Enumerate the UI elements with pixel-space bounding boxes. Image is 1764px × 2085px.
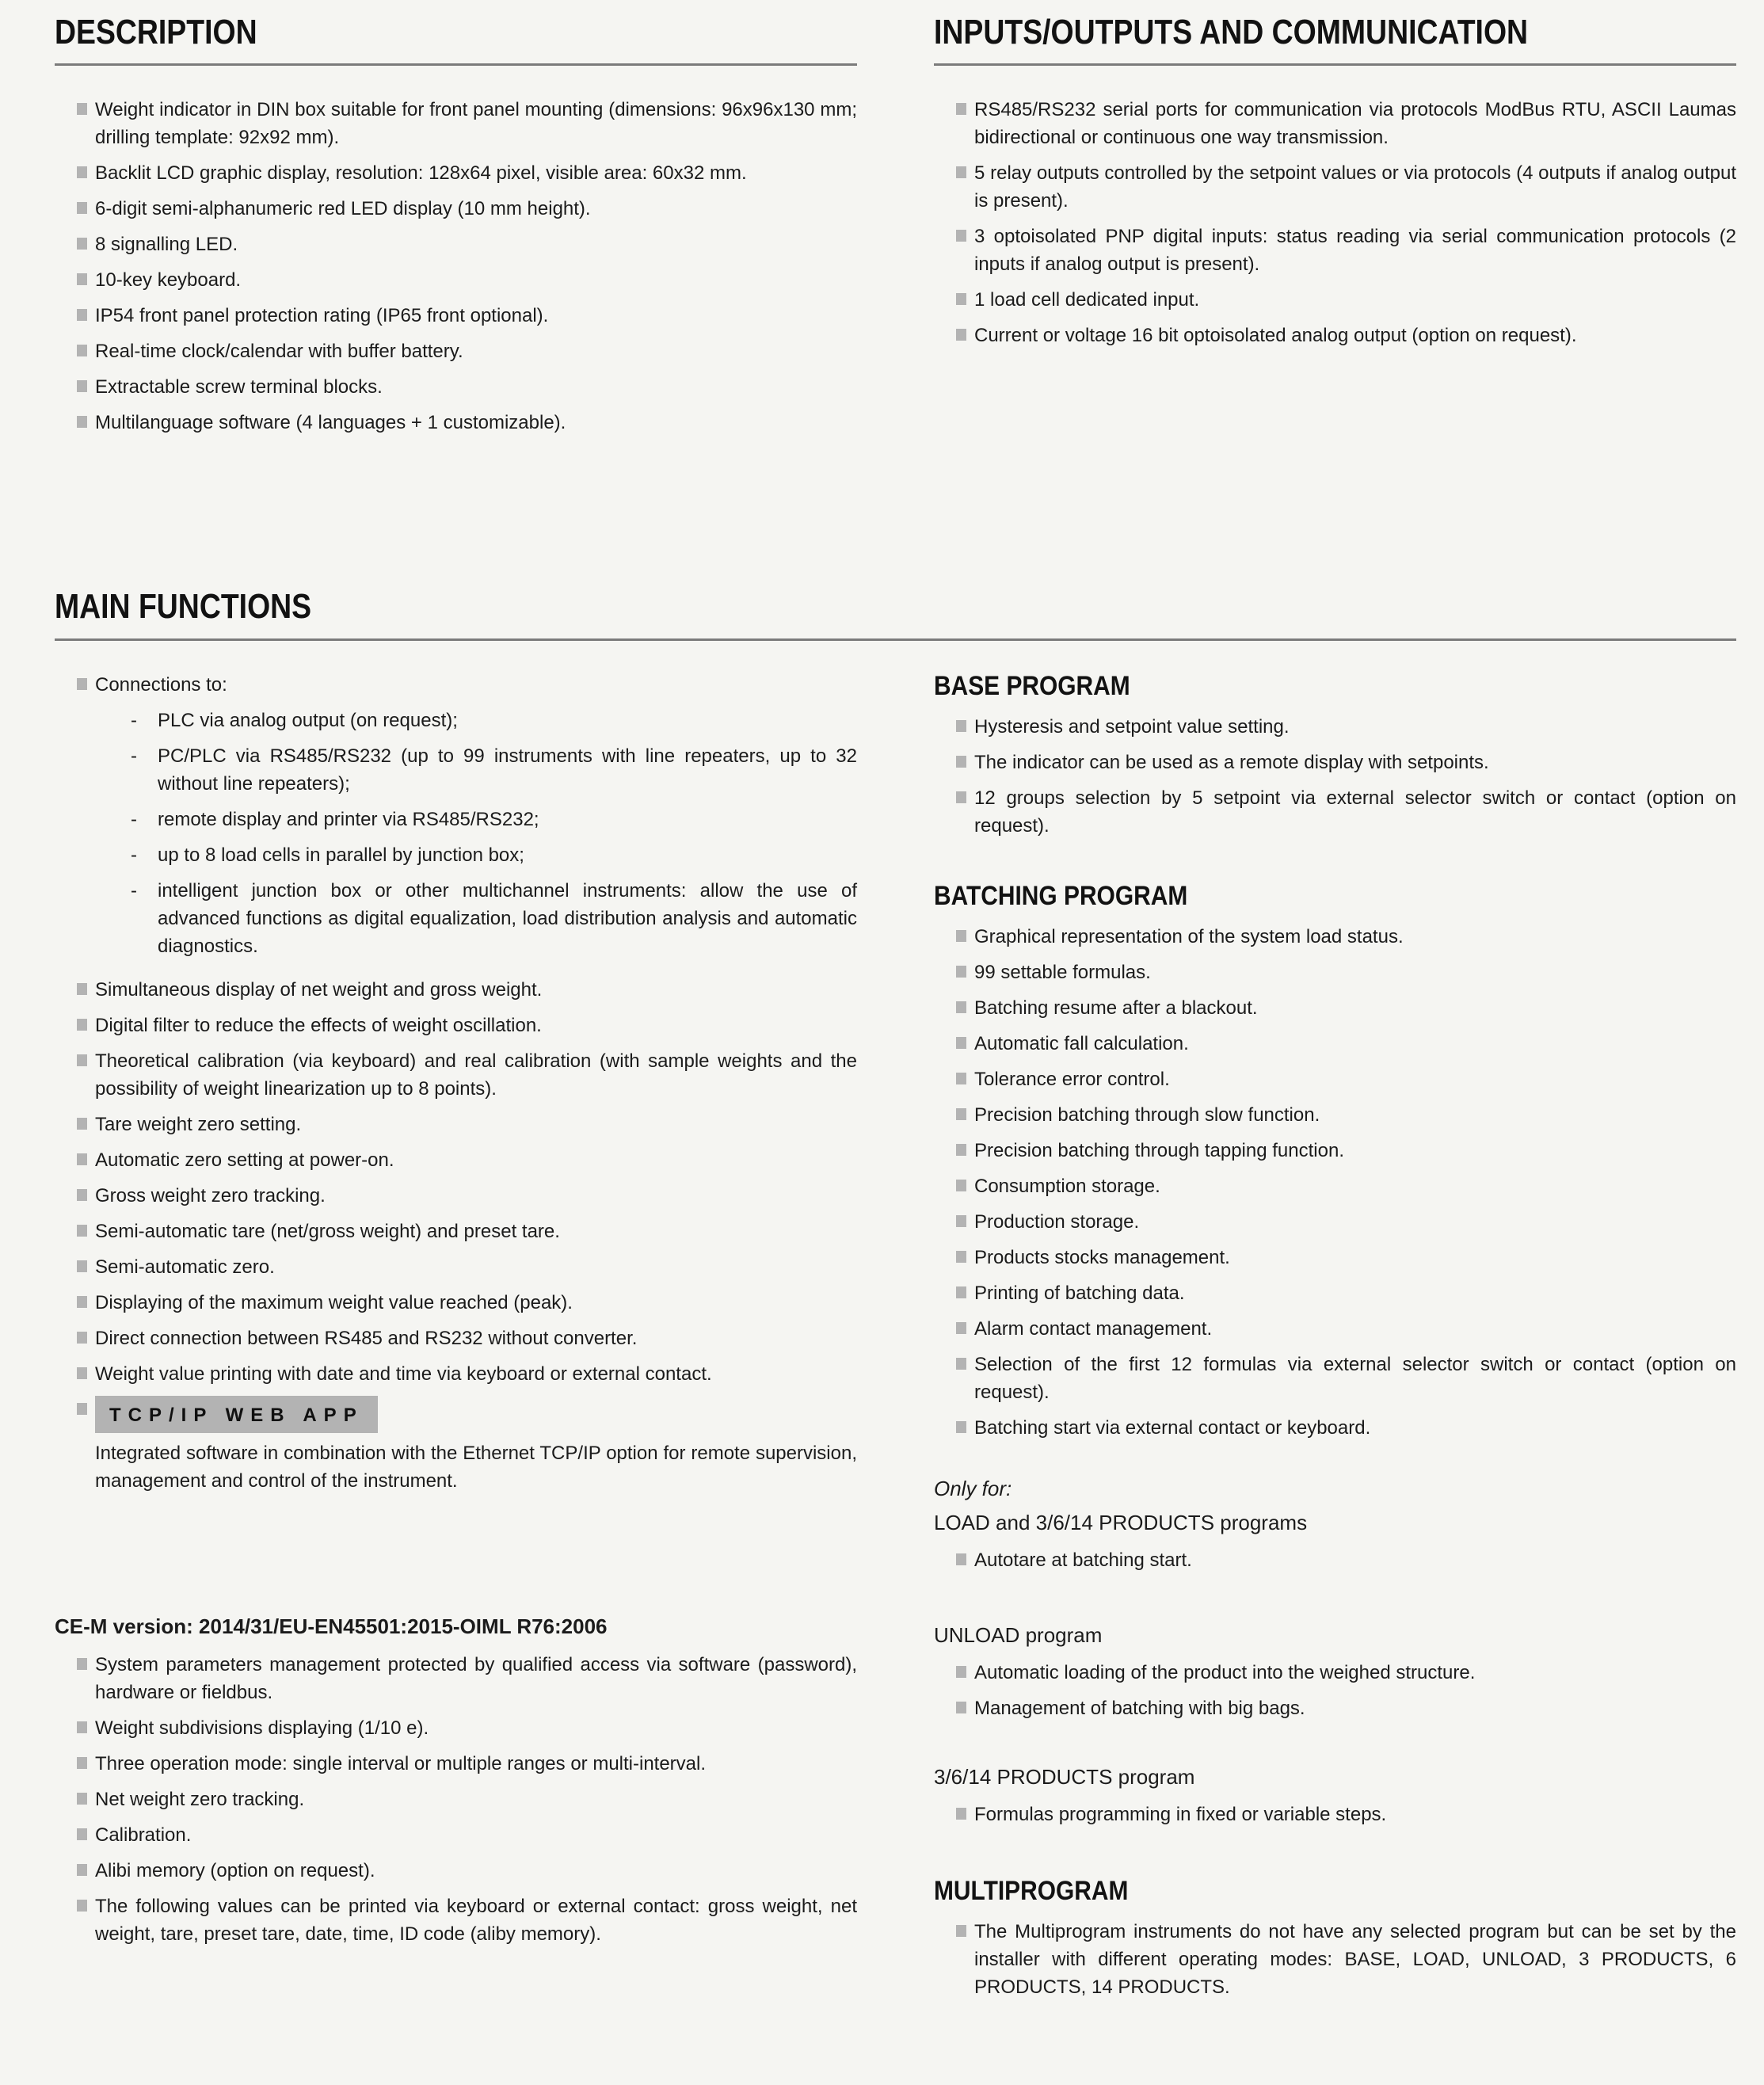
only-for-label: Only for:	[934, 1476, 1012, 1500]
bullet-square-icon	[77, 1367, 87, 1379]
bullet-square-icon	[77, 202, 87, 214]
main-functions-right-column	[934, 671, 1736, 2009]
list-item-text: Graphical representation of the system load status.	[974, 925, 1404, 947]
list-item	[55, 1821, 857, 1849]
bullet-square-icon	[77, 1332, 87, 1344]
bullet-square-icon	[956, 329, 966, 341]
list-item	[934, 1208, 1736, 1236]
list-item-text: Management of batching with big bags.	[974, 1697, 1305, 1719]
section-io	[934, 13, 1736, 357]
bullet-square-icon	[956, 966, 966, 978]
bullet-square-icon	[77, 273, 87, 285]
list-item-text: Theoretical calibration (via keyboard) and real calibration (with sample weights and the possibility of weight linearization up to 8 points).	[95, 1050, 857, 1100]
list-item	[55, 1360, 857, 1388]
cem-version-title: CE-M version: 2014/31/EU-EN45501:2015-OIML R76:2006	[55, 1614, 608, 1638]
bullet-square-icon	[77, 1900, 87, 1912]
main-functions-left-column	[55, 671, 857, 1957]
bullet-square-icon	[77, 1054, 87, 1066]
products-program-title: 3/6/14 PRODUCTS program	[934, 1764, 1195, 1789]
bullet-square-icon	[956, 791, 966, 803]
bullet-square-icon	[77, 1225, 87, 1237]
connections-subitem: - PC/PLC via RS485/RS232 (up to 99 instruments with line repeaters, up to 32 without line repeaters);	[131, 742, 857, 798]
list-item	[55, 976, 857, 1004]
base-program-title: BASE PROGRAM	[934, 670, 1130, 701]
section-main-functions	[55, 587, 1736, 640]
list-item	[934, 1414, 1736, 1442]
bullet-square-icon	[77, 416, 87, 428]
list-item	[934, 1065, 1736, 1093]
list-item-text: Direct connection between RS485 and RS232 without converter.	[95, 1327, 638, 1349]
bullet-square-icon	[956, 1666, 966, 1678]
bullet-square-icon	[77, 983, 87, 995]
list-item-text: Automatic loading of the product into the weighed structure.	[974, 1661, 1476, 1683]
list-item-text: Precision batching through slow function.	[974, 1103, 1320, 1126]
bullet-square-icon	[77, 1153, 87, 1165]
list-item-text: Extractable screw terminal blocks.	[95, 376, 383, 398]
list-item	[55, 337, 857, 365]
connections-lead-text: Connections to:	[95, 673, 227, 696]
list-item-text: Batching start via external contact or keyboard.	[974, 1416, 1371, 1439]
list-item	[934, 1137, 1736, 1164]
bullet-square-icon	[77, 380, 87, 392]
list-item	[55, 96, 857, 151]
list-item	[55, 1750, 857, 1778]
bullet-square-icon	[956, 1073, 966, 1084]
list-item	[55, 159, 857, 187]
list-item-text: Alarm contact management.	[974, 1317, 1213, 1340]
list-item	[934, 223, 1736, 278]
multiprogram-list	[934, 1918, 1736, 2001]
bullet-square-icon	[77, 1793, 87, 1805]
list-item-text: 99 settable formulas.	[974, 961, 1151, 983]
main-left-list	[55, 976, 857, 1388]
list-item	[934, 713, 1736, 741]
list-item	[55, 1012, 857, 1039]
list-item-text: The indicator can be used as a remote display with setpoints.	[974, 751, 1489, 773]
list-item	[55, 1857, 857, 1885]
multiprogram-title: MULTIPROGRAM	[934, 1875, 1129, 1906]
unload-program-list	[934, 1659, 1736, 1722]
list-item	[934, 322, 1736, 349]
batching-program-list	[934, 923, 1736, 1442]
top-sections	[55, 13, 1736, 444]
list-item-text: Simultaneous display of net weight and gross weight.	[95, 978, 543, 1001]
list-item	[934, 1546, 1736, 1574]
list-item-text: 6-digit semi-alphanumeric red LED display (10 mm height).	[95, 198, 591, 220]
bullet-square-icon	[956, 166, 966, 178]
bullet-square-icon	[956, 1925, 966, 1937]
list-item	[934, 159, 1736, 215]
section-description	[55, 13, 857, 444]
list-item	[55, 1182, 857, 1210]
bullet-square-icon	[77, 1757, 87, 1769]
list-item	[55, 1218, 857, 1245]
io-list	[934, 96, 1736, 349]
list-item-text: 3 optoisolated PNP digital inputs: status reading via serial communication protocols (2 inputs if analog output is present).	[974, 226, 1736, 276]
bullet-square-icon	[956, 1808, 966, 1820]
list-item-text: Selection of the first 12 formulas via external selector switch or contact (option on request).	[974, 1353, 1736, 1403]
bullet-square-icon	[77, 1118, 87, 1130]
connections-subitem: - intelligent junction box or other multichannel instruments: allow the use of advanced functions as digital equalization, load distribution analysis and automatic diagnostics.	[131, 877, 857, 960]
list-item	[934, 923, 1736, 951]
list-item-text: Consumption storage.	[974, 1175, 1160, 1197]
bullet-square-icon	[956, 1251, 966, 1263]
tcpip-web-app-item	[55, 1396, 857, 1495]
bullet-square-icon	[956, 1702, 966, 1713]
bullet-square-icon	[77, 166, 87, 178]
section-divider	[55, 638, 1736, 641]
bullet-square-icon	[956, 1553, 966, 1565]
list-item-text: Autotare at batching start.	[974, 1549, 1192, 1571]
list-item	[934, 1279, 1736, 1307]
bullet-square-icon	[77, 1721, 87, 1733]
list-item-text: 5 relay outputs controlled by the setpoint values or via protocols (4 outputs if analog output is present).	[974, 162, 1736, 212]
list-item-text: Multilanguage software (4 languages + 1 customizable).	[95, 412, 566, 434]
list-item-text: Alibi memory (option on request).	[95, 1860, 375, 1882]
list-item-text: Automatic zero setting at power-on.	[95, 1149, 394, 1171]
list-item	[55, 1289, 857, 1317]
list-item	[55, 1253, 857, 1281]
bullet-square-icon	[956, 1001, 966, 1013]
bullet-square-icon	[77, 1260, 87, 1272]
bullet-square-icon	[956, 293, 966, 305]
list-item	[934, 1030, 1736, 1058]
list-item-text: Weight indicator in DIN box suitable for front panel mounting (dimensions: 96x96x130 mm; drilling template: 92x92 mm).	[95, 99, 857, 149]
section-divider	[55, 63, 857, 66]
list-item-text: Displaying of the maximum weight value reached (peak).	[95, 1291, 573, 1313]
list-item	[934, 1801, 1736, 1828]
list-item	[934, 1694, 1736, 1722]
list-item-text: Gross weight zero tracking.	[95, 1184, 326, 1206]
list-item-text: Batching resume after a blackout.	[974, 997, 1258, 1019]
connections-sublist	[95, 707, 857, 960]
bullet-square-icon	[77, 678, 87, 690]
bullet-square-icon	[77, 1296, 87, 1308]
list-item-text: Current or voltage 16 bit optoisolated analog output (option on request).	[974, 325, 1577, 347]
list-item	[934, 1351, 1736, 1406]
list-item	[55, 1714, 857, 1742]
list-item-text: 12 groups selection by 5 setpoint via external selector switch or contact (option on request).	[974, 787, 1736, 837]
list-item-text: 8 signalling LED.	[95, 234, 238, 256]
list-item-text: Semi-automatic tare (net/gross weight) and preset tare.	[95, 1220, 560, 1242]
connections-subitem: - up to 8 load cells in parallel by junction box;	[131, 841, 857, 869]
bullet-square-icon	[956, 1144, 966, 1156]
bullet-square-icon	[956, 230, 966, 242]
base-program-list	[934, 713, 1736, 840]
list-item	[55, 1111, 857, 1138]
list-item	[934, 286, 1736, 314]
tcpip-web-app-block	[95, 1396, 857, 1495]
list-item	[934, 1244, 1736, 1271]
bullet-square-icon	[956, 720, 966, 732]
list-item	[934, 959, 1736, 986]
list-item	[55, 266, 857, 294]
list-item-text: Weight subdivisions displaying (1/10 e).	[95, 1717, 429, 1740]
list-item-text: Formulas programming in fixed or variable steps.	[974, 1803, 1387, 1825]
list-item	[934, 1315, 1736, 1343]
list-item-text: RS485/RS232 serial ports for communication via protocols ModBus RTU, ASCII Laumas bidirectional or continuous one way transmission.	[974, 99, 1736, 149]
bullet-square-icon	[956, 1286, 966, 1298]
list-item-text: The following values can be printed via keyboard or external contact: gross weight, net weight, tare, preset tare, date, time, ID code (aliby memory).	[95, 1896, 857, 1946]
list-item	[55, 302, 857, 330]
bullet-square-icon	[77, 1828, 87, 1840]
list-item	[934, 1101, 1736, 1129]
products-program-list	[934, 1801, 1736, 1828]
bullet-square-icon	[956, 1180, 966, 1191]
list-item-text: Precision batching through tapping function.	[974, 1139, 1344, 1161]
bullet-square-icon	[77, 103, 87, 115]
connections-item	[55, 671, 857, 968]
list-item	[55, 1047, 857, 1103]
bullet-square-icon	[77, 1189, 87, 1201]
list-item	[934, 96, 1736, 151]
list-item-text: Tolerance error control.	[974, 1068, 1170, 1090]
list-item	[55, 1325, 857, 1352]
cem-list	[55, 1651, 857, 1948]
list-item-text: Real-time clock/calendar with buffer battery.	[95, 341, 463, 363]
bullet-square-icon	[77, 1403, 87, 1415]
bullet-square-icon	[956, 103, 966, 115]
connections-subitem: - remote display and printer via RS485/RS232;	[131, 806, 857, 833]
batching-program-title: BATCHING PROGRAM	[934, 880, 1188, 911]
list-item-text: Digital filter to reduce the effects of weight oscillation.	[95, 1014, 542, 1036]
bullet-square-icon	[77, 1019, 87, 1031]
list-item-text: Three operation mode: single interval or multiple ranges or multi-interval.	[95, 1753, 707, 1775]
list-item-text: Printing of batching data.	[974, 1282, 1185, 1304]
bullet-square-icon	[77, 345, 87, 356]
bullet-square-icon	[77, 1658, 87, 1670]
list-item-text: Net weight zero tracking.	[95, 1789, 305, 1811]
connections-lead	[95, 671, 857, 968]
description-title: DESCRIPTION	[55, 13, 257, 51]
list-item	[55, 409, 857, 436]
list-item-text: 10-key keyboard.	[95, 269, 242, 292]
list-item-text: Tare weight zero setting.	[95, 1113, 302, 1135]
main-functions-columns	[55, 671, 1736, 2009]
list-item	[55, 1651, 857, 1706]
description-list	[55, 96, 857, 436]
connections-subitem: - PLC via analog output (on request);	[131, 707, 857, 734]
list-item	[55, 195, 857, 223]
list-item-text: Calibration.	[95, 1824, 192, 1847]
list-item-text: 1 load cell dedicated input.	[974, 289, 1200, 311]
list-item	[55, 373, 857, 401]
tcpip-web-app-text: Integrated software in combination with the Ethernet TCP/IP option for remote supervision, management and control of the instrument.	[95, 1442, 857, 1492]
bullet-square-icon	[956, 1108, 966, 1120]
bullet-square-icon	[956, 1037, 966, 1049]
bullet-square-icon	[956, 1358, 966, 1370]
section-divider	[934, 63, 1736, 66]
bullet-square-icon	[956, 930, 966, 942]
list-item	[55, 1786, 857, 1813]
list-item-text: IP54 front panel protection rating (IP65 front optional).	[95, 305, 549, 327]
bullet-square-icon	[77, 238, 87, 250]
bullet-square-icon	[956, 756, 966, 768]
unload-program-title: UNLOAD program	[934, 1622, 1103, 1647]
list-item	[934, 784, 1736, 840]
io-title: INPUTS/OUTPUTS AND COMMUNICATION	[934, 13, 1529, 51]
bullet-square-icon	[956, 1322, 966, 1334]
list-item-text: Production storage.	[974, 1210, 1140, 1233]
list-item	[934, 1172, 1736, 1200]
list-item-text: Backlit LCD graphic display, resolution: 128x64 pixel, visible area: 60x32 mm.	[95, 162, 747, 185]
list-item	[55, 1893, 857, 1948]
bullet-square-icon	[77, 309, 87, 321]
list-item	[934, 1659, 1736, 1687]
bullet-square-icon	[77, 1864, 87, 1876]
list-item-text: System parameters management protected by qualified access via software (password), hardware or fieldbus.	[95, 1654, 857, 1704]
list-item	[934, 1918, 1736, 2001]
list-item-text: Semi-automatic zero.	[95, 1256, 275, 1278]
main-functions-title: MAIN FUNCTIONS	[55, 587, 312, 627]
list-item	[934, 749, 1736, 776]
only-for-subtitle: LOAD and 3/6/14 PRODUCTS programs	[934, 1510, 1308, 1534]
bullet-square-icon	[956, 1215, 966, 1227]
list-item	[55, 231, 857, 258]
only-for-list	[934, 1546, 1736, 1574]
list-item-text: Hysteresis and setpoint value setting.	[974, 715, 1290, 738]
tcpip-web-app-badge: TCP/IP WEB APP	[95, 1396, 378, 1433]
list-item-text: The Multiprogram instruments do not have any selected program but can be set by the installer with different operating modes: BASE, LOAD, UNLOAD, 3 PRODUCTS, 6 PRODUCTS, 14 PRODUCTS.	[974, 1920, 1736, 1998]
list-item-text: Products stocks management.	[974, 1246, 1230, 1268]
list-item-text: Weight value printing with date and time via keyboard or external contact.	[95, 1363, 712, 1385]
bullet-square-icon	[956, 1421, 966, 1433]
list-item	[55, 1146, 857, 1174]
list-item-text: Automatic fall calculation.	[974, 1032, 1189, 1054]
list-item	[934, 994, 1736, 1022]
